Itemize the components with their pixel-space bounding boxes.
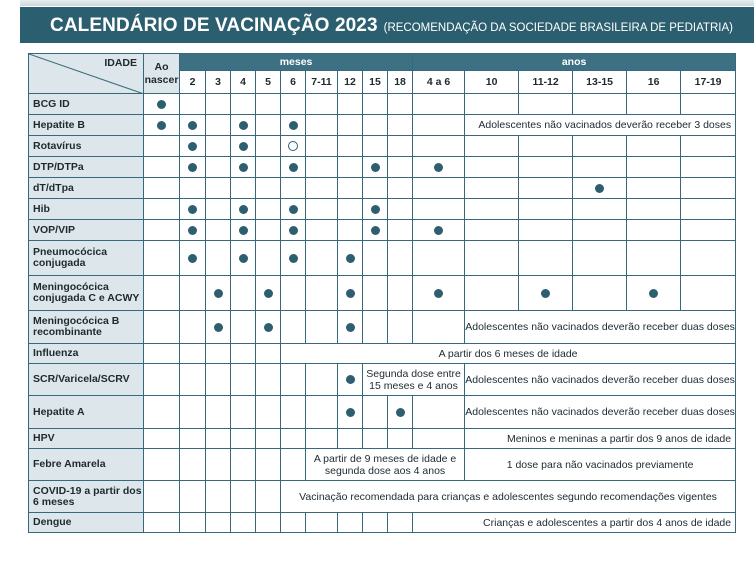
vaccine-label: Rotavírus bbox=[29, 136, 144, 157]
dose-dot bbox=[157, 121, 166, 130]
idade-header bbox=[29, 54, 144, 94]
title-banner bbox=[20, 7, 754, 43]
table-row bbox=[29, 178, 736, 199]
anos-header: anos bbox=[413, 54, 736, 71]
dose-dot bbox=[264, 323, 273, 332]
ao-nascer-header: Ao nascer bbox=[144, 54, 180, 94]
vaccine-label: HPV bbox=[29, 429, 144, 449]
vaccine-label: Pneumocócica conjugada bbox=[29, 241, 144, 276]
age-col: 7-11 bbox=[306, 71, 338, 94]
age-col: 16 bbox=[627, 71, 681, 94]
vaccine-label: Influenza bbox=[29, 344, 144, 364]
age-col: 15 bbox=[363, 71, 388, 94]
dose-dot bbox=[346, 254, 355, 263]
top-strip bbox=[20, 0, 754, 6]
idade-label: IDADE bbox=[104, 57, 137, 69]
note: Crianças e adolescentes a partir dos 4 anos de idade bbox=[413, 513, 736, 533]
dose-dot bbox=[434, 163, 443, 172]
table-row bbox=[29, 396, 736, 429]
dose-dot bbox=[371, 163, 380, 172]
note: A partir de 9 meses de idade e segunda dose aos 4 anos bbox=[306, 449, 465, 481]
dose-dot bbox=[188, 121, 197, 130]
vaccine-label: VOP/VIP bbox=[29, 220, 144, 241]
dose-dot bbox=[396, 408, 405, 417]
dose-dot bbox=[371, 226, 380, 235]
vaccine-label: Meningocócica conjugada C e ACWY bbox=[29, 276, 144, 311]
vaccine-label: COVID-19 a partir dos 6 meses bbox=[29, 481, 144, 513]
age-col: 5 bbox=[256, 71, 281, 94]
meses-header: meses bbox=[180, 54, 413, 71]
dose-dot bbox=[239, 163, 248, 172]
note: Adolescentes não vacinados deverão receber 3 doses bbox=[465, 115, 736, 136]
dose-dot bbox=[346, 323, 355, 332]
vaccine-label: Hepatite B bbox=[29, 115, 144, 136]
vaccine-label: Meningocócica B recombinante bbox=[29, 311, 144, 344]
optional-dose-dot bbox=[288, 141, 298, 151]
dose-dot bbox=[214, 289, 223, 298]
table-row bbox=[29, 481, 736, 513]
dose-dot bbox=[371, 205, 380, 214]
vaccine-label: Hib bbox=[29, 199, 144, 220]
age-col: 11-12 bbox=[519, 71, 573, 94]
age-col: 12 bbox=[338, 71, 363, 94]
page-title: CALENDÁRIO DE VACINAÇÃO 2023 bbox=[50, 15, 378, 36]
note: Adolescentes não vacinados deverão receber duas doses bbox=[465, 396, 736, 429]
table-row bbox=[29, 220, 736, 241]
dose-dot bbox=[188, 226, 197, 235]
dose-dot bbox=[289, 121, 298, 130]
dose-dot bbox=[214, 323, 223, 332]
table-row bbox=[29, 429, 736, 449]
age-col: 13-15 bbox=[573, 71, 627, 94]
age-col: 4 bbox=[231, 71, 256, 94]
dose-dot bbox=[346, 289, 355, 298]
dose-dot bbox=[188, 142, 197, 151]
dose-dot bbox=[346, 375, 355, 384]
age-col: 10 bbox=[465, 71, 519, 94]
dose-dot bbox=[239, 121, 248, 130]
note: A partir dos 6 meses de idade bbox=[281, 344, 736, 364]
dose-dot bbox=[346, 408, 355, 417]
note: 1 dose para não vacinados previamente bbox=[465, 449, 736, 481]
table-row bbox=[29, 276, 736, 311]
dose-dot bbox=[188, 254, 197, 263]
vaccination-table bbox=[28, 53, 736, 533]
dose-dot bbox=[188, 205, 197, 214]
age-col: 3 bbox=[206, 71, 231, 94]
table-row bbox=[29, 199, 736, 220]
note: Segunda dose entre 15 meses e 4 anos bbox=[363, 364, 465, 396]
table-row bbox=[29, 344, 736, 364]
vaccine-label: BCG ID bbox=[29, 94, 144, 115]
table-row bbox=[29, 241, 736, 276]
page-subtitle: (RECOMENDAÇÃO DA SOCIEDADE BRASILEIRA DE PEDIATRIA) bbox=[383, 22, 733, 34]
vaccine-label: Hepatite A bbox=[29, 396, 144, 429]
age-col: 4 a 6 bbox=[413, 71, 465, 94]
dose-dot bbox=[239, 254, 248, 263]
dose-dot bbox=[649, 289, 658, 298]
table-row bbox=[29, 449, 736, 481]
table-row bbox=[29, 136, 736, 157]
vaccine-label: DTP/DTPa bbox=[29, 157, 144, 178]
dose-dot bbox=[289, 163, 298, 172]
age-col: 18 bbox=[388, 71, 413, 94]
dose-dot bbox=[239, 142, 248, 151]
table-row bbox=[29, 513, 736, 533]
vaccine-label: Dengue bbox=[29, 513, 144, 533]
vaccine-label: dT/dTpa bbox=[29, 178, 144, 199]
note: Adolescentes não vacinados deverão receber duas doses bbox=[465, 364, 736, 396]
dose-dot bbox=[289, 205, 298, 214]
table-row bbox=[29, 94, 736, 115]
dose-dot bbox=[239, 226, 248, 235]
note: Vacinação recomendada para crianças e adolescentes segundo recomendações vigentes bbox=[281, 481, 736, 513]
dose-dot bbox=[289, 254, 298, 263]
dose-dot bbox=[239, 205, 248, 214]
dose-dot bbox=[434, 226, 443, 235]
table-row bbox=[29, 157, 736, 178]
note: Meninos e meninas a partir dos 9 anos de idade bbox=[465, 429, 736, 449]
dose-dot bbox=[595, 184, 604, 193]
age-col: 2 bbox=[180, 71, 206, 94]
dose-dot bbox=[289, 226, 298, 235]
table-row bbox=[29, 364, 736, 396]
dose-dot bbox=[157, 100, 166, 109]
dose-dot bbox=[264, 289, 273, 298]
table-row bbox=[29, 311, 736, 344]
note: Adolescentes não vacinados deverão receber duas doses bbox=[465, 311, 736, 344]
dose-dot bbox=[434, 289, 443, 298]
vaccine-label: SCR/Varicela/SCRV bbox=[29, 364, 144, 396]
age-col: 17-19 bbox=[681, 71, 736, 94]
vaccine-label: Febre Amarela bbox=[29, 449, 144, 481]
dose-dot bbox=[188, 163, 197, 172]
dose-dot bbox=[541, 289, 550, 298]
table-row bbox=[29, 115, 736, 136]
age-col: 6 bbox=[281, 71, 306, 94]
